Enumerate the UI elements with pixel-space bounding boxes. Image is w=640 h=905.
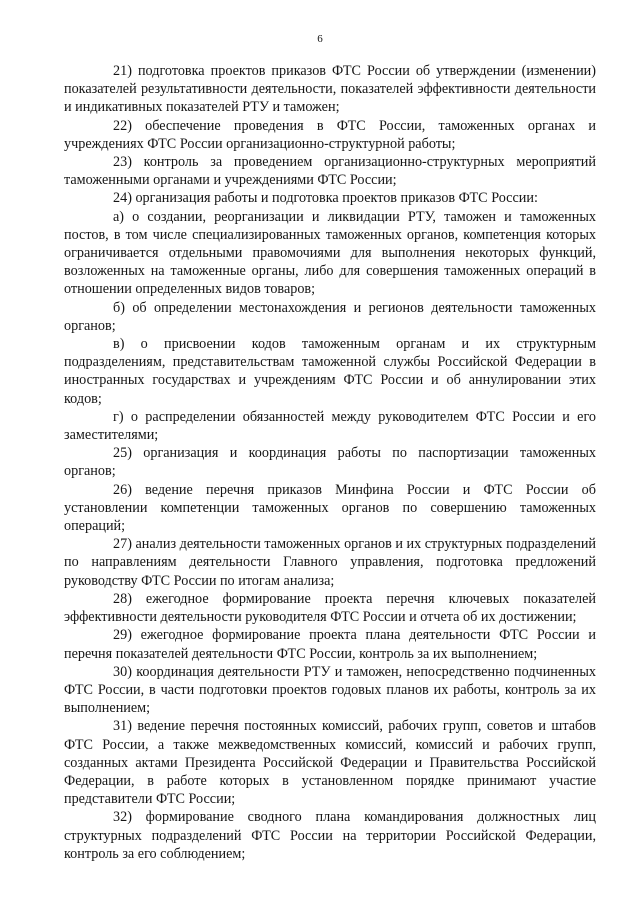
item-24-b: б) об определении местонахождения и регионов деятельности таможенных органов;: [64, 299, 596, 334]
item-30: 30) координация деятельности РТУ и таможен, непосредственно подчиненных ФТС России, в части подготовки проектов годовых планов их работы, контроль за их выполнением;: [64, 663, 596, 717]
item-32: 32) формирование сводного плана командирования должностных лиц структурных подразделений ФТС России на территории Российской Федерации, контроль за его соблюдением;: [64, 809, 596, 862]
item-22: 22) обеспечение проведения в ФТС России, таможенных органах и учреждениях ФТС России организационно-структурной работы;: [64, 117, 596, 152]
document-body: [64, 62, 596, 863]
item-27: 27) анализ деятельности таможенных органов и их структурных подразделений по направлениям деятельности Главного управления, подготовка предложений руководству ФТС России по итогам анализа;: [64, 536, 596, 589]
item-31: 31) ведение перечня постоянных комиссий, рабочих групп, советов и штабов ФТС России, а также межведомственных комиссий, комиссий и рабочих групп, созданных актами Президента Российской Федерации и Правительства Российской Федерации, в работе которых в установленном порядке принимают участие представители ФТС России;: [64, 718, 596, 808]
item-24: 24) организация работы и подготовка проектов приказов ФТС России:: [113, 190, 538, 207]
item-24-v: в) о присвоении кодов таможенным органам и их структурным подразделениям, представительствам таможенной службы Российской Федерации в иностранных государствах и учреждениям ФТС России и об аннулировании этих кодов;: [64, 336, 596, 407]
item-26: 26) ведение перечня приказов Минфина России и ФТС России об установлении компетенции таможенных органов по совершению таможенных операций;: [64, 481, 596, 535]
item-24-g: г) о распределении обязанностей между руководителем ФТС России и его заместителями;: [64, 408, 596, 444]
item-25: 25) организация и координация работы по паспортизации таможенных органов;: [64, 445, 596, 480]
item-28: 28) ежегодное формирование проекта перечня ключевых показателей эффективности деятельности руководителя ФТС России и отчета об их достижении;: [64, 590, 596, 626]
item-23: 23) контроль за проведением организационно-структурных мероприятий таможенными органами и учреждениями ФТС России;: [64, 154, 596, 189]
item-24-a: а) о создании, реорганизации и ликвидации РТУ, таможен и таможенных постов, в том числе специализированных таможенных органов, компетенция которых ограничивается отдельными правомочиями для выполнения некоторых функций, возложенных на таможенные органы, либо для совершения таможенных операций в отношении определенных видов товаров;: [64, 208, 596, 298]
page-number: 6: [317, 33, 323, 45]
item-21: 21) подготовка проектов приказов ФТС России об утверждении (изменении) показателей результативности деятельности, показателей эффективности деятельности и индикативных показателей РТУ и таможен;: [64, 63, 596, 116]
item-29: 29) ежегодное формирование проекта плана деятельности ФТС России и перечня показателей деятельности ФТС России, контроль за их выполнением;: [64, 627, 596, 662]
